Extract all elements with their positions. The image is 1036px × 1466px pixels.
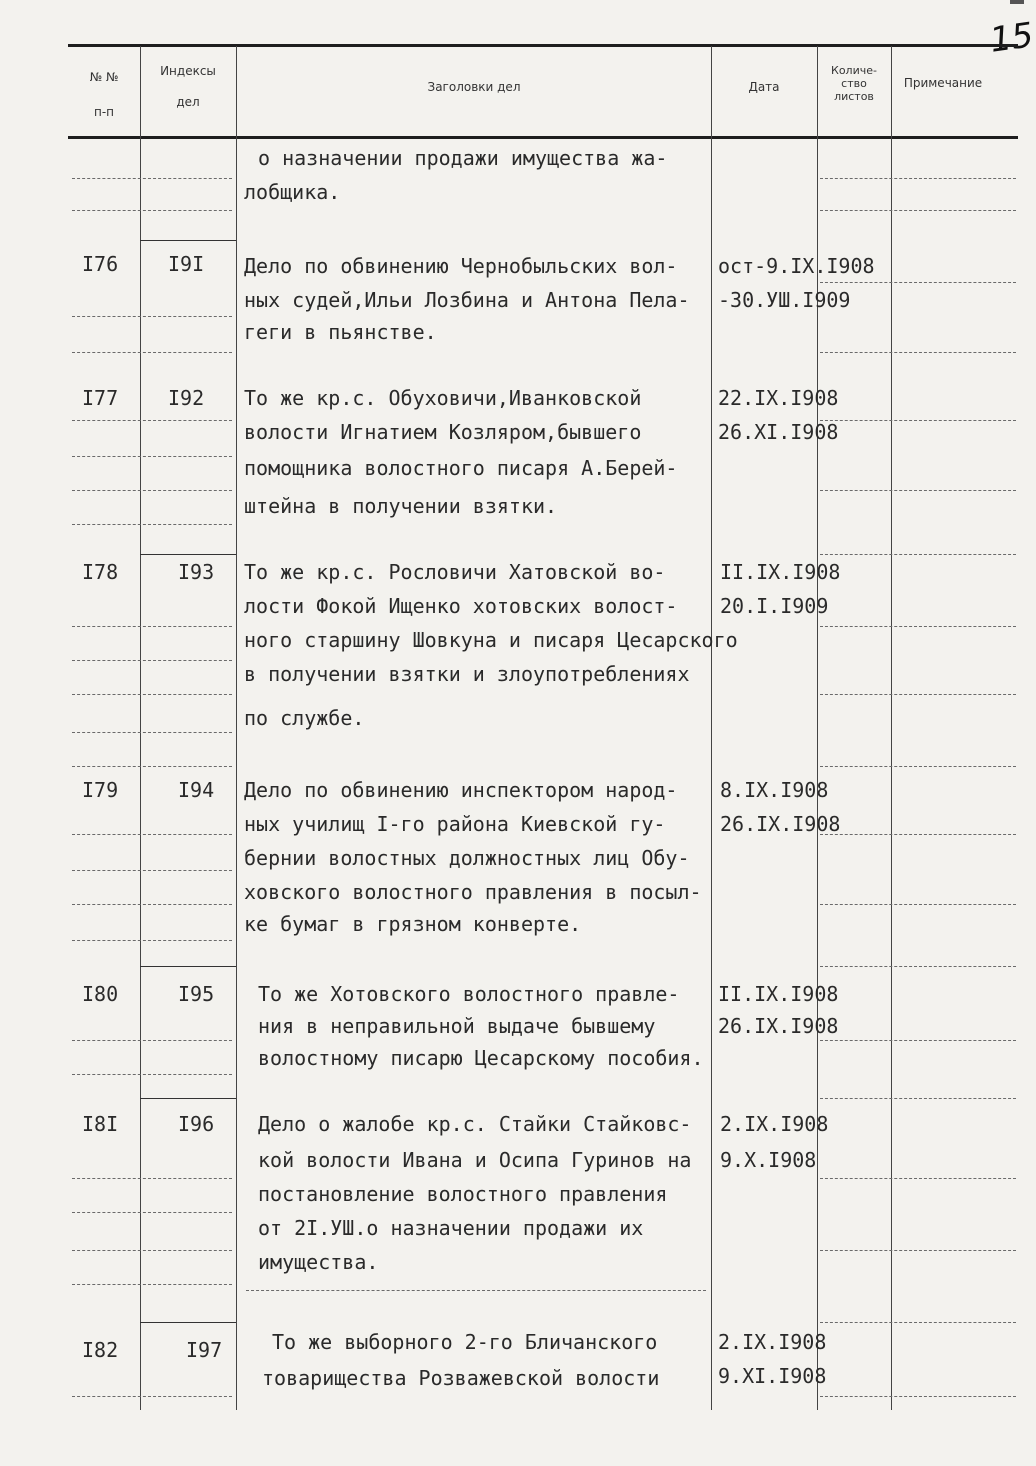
entry-index: I92 — [168, 386, 205, 410]
header-col-note: Примечание — [903, 76, 983, 90]
title-line: в получении взятки и злоупотреблениях — [244, 662, 690, 686]
title-line: Дело по обвинению инспектором народ- — [244, 778, 678, 802]
entry-date: II.IX.I908 — [720, 560, 841, 584]
entry-number: I8I — [82, 1112, 119, 1136]
entry-date: 22.IX.I908 — [718, 386, 839, 410]
title-line: То же кр.с. Обуховичи,Иванковской — [244, 386, 642, 410]
entry-date: 2.IX.I908 — [720, 1112, 829, 1136]
entry-index: I9I — [168, 252, 205, 276]
entry-number: I77 — [82, 386, 119, 410]
header-col-index: Индексы дел — [160, 64, 216, 109]
title-line: волости Игнатием Козляром,бывшего — [244, 420, 642, 444]
title-line: лости Фокой Ищенко хотовских волост- — [244, 594, 678, 618]
title-line: волостному писарю Цесарскому пособия. — [258, 1046, 704, 1070]
title-line: по службе. — [244, 706, 365, 730]
entry-number: I78 — [82, 560, 119, 584]
entry-date: 20.I.I909 — [720, 594, 829, 618]
entry-date: II.IX.I908 — [718, 982, 839, 1006]
header-col-number: № № п-п — [89, 70, 119, 119]
title-line: Дело по обвинению Чернобыльских вол- — [244, 254, 678, 278]
title-line: штейна в получении взятки. — [244, 494, 558, 518]
entry-date: ост-9.IX.I908 — [718, 254, 875, 278]
title-line: геги в пьянстве. — [244, 320, 437, 344]
title-line: Дело о жалобе кр.с. Стайки Стайковс- — [258, 1112, 692, 1136]
col-rule-5 — [891, 46, 892, 1410]
entry-number: I79 — [82, 778, 119, 802]
title-line: имущества. — [258, 1250, 379, 1274]
entry-date: 9.XI.I908 — [718, 1364, 827, 1388]
entry-date: -30.УШ.I909 — [718, 288, 851, 312]
entry-number: I80 — [82, 982, 119, 1006]
col-rule-2 — [236, 46, 237, 1410]
entry-index: I95 — [178, 982, 215, 1006]
col-rule-3 — [711, 46, 712, 1410]
title-line: ного старшину Шовкуна и писаря Цесарского — [244, 628, 738, 652]
title-line: То же Хотовского волостного правле- — [258, 982, 680, 1006]
title-line: ховского волостного правления в посыл- — [244, 880, 702, 904]
header-col-count: Количе- ство листов — [831, 64, 877, 104]
header-col-title: Заголовки дел — [427, 80, 521, 94]
entry-index: I96 — [178, 1112, 215, 1136]
title-line: помощника волостного писаря А.Берей- — [244, 456, 678, 480]
entry-date: 9.X.I908 — [720, 1148, 817, 1172]
col-rule-1 — [140, 46, 141, 1410]
title-line: ке бумаг в грязном конверте. — [244, 912, 582, 936]
title-line: ных судей,Ильи Лозбина и Антона Пела- — [244, 288, 690, 312]
title-line: от 2I.УШ.о назначении продажи их — [258, 1216, 644, 1240]
title-line: товарищества Розважевской волости — [262, 1366, 660, 1390]
entry-date: 2.IX.I908 — [718, 1330, 827, 1354]
header-col-date: Дата — [748, 80, 780, 94]
corner-mark — [1010, 0, 1024, 4]
entry-number: I82 — [82, 1338, 119, 1362]
title-line: лобщика. — [244, 180, 341, 204]
title-line: кой волости Ивана и Осипа Гуринов на — [258, 1148, 692, 1172]
entry-date: 26.IX.I908 — [718, 1014, 839, 1038]
title-line: То же кр.с. Рословичи Хатовской во- — [244, 560, 666, 584]
header-top-rule — [68, 44, 1018, 47]
title-line: ния в неправильной выдаче бывшему — [258, 1014, 656, 1038]
title-line: ных училищ I-го района Киевской гу- — [244, 812, 666, 836]
col-rule-4 — [817, 46, 818, 1410]
title-line: То же выборного 2-го Бличанского — [272, 1330, 658, 1354]
title-line: постановление волостного правления — [258, 1182, 668, 1206]
title-line: бернии волостных должностных лиц Обу- — [244, 846, 690, 870]
entry-date: 26.IX.I908 — [720, 812, 841, 836]
title-line: о назначении продажи имущества жа- — [258, 146, 668, 170]
entry-index: I97 — [186, 1338, 223, 1362]
sheet-number: 15 — [987, 15, 1036, 61]
entry-index: I93 — [178, 560, 215, 584]
entry-date: 26.XI.I908 — [718, 420, 839, 444]
entry-date: 8.IX.I908 — [720, 778, 829, 802]
entry-number: I76 — [82, 252, 119, 276]
entry-index: I94 — [178, 778, 215, 802]
header-bottom-rule — [68, 136, 1018, 139]
